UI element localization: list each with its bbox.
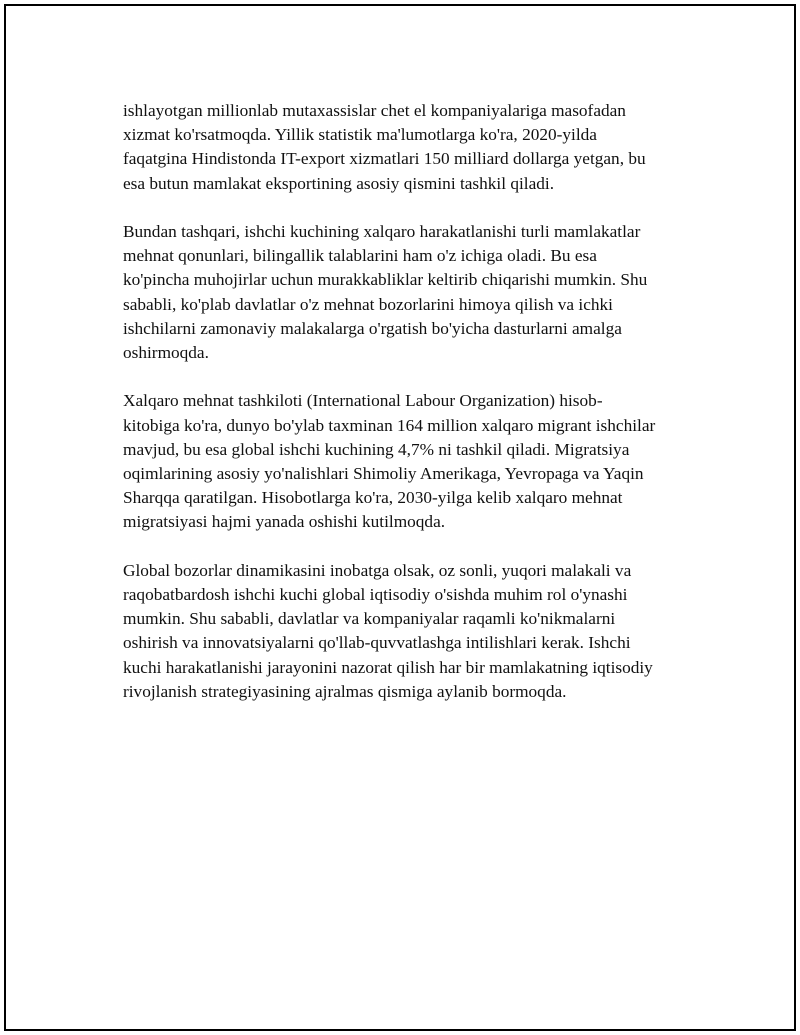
paragraph-2: Bundan tashqari, ishchi kuchining xalqaro harakatlanishi turli mamlakatlar mehnat qonunlari, bilingallik talablarini ham o'z ichiga oladi. Bu esa ko'pincha muhojirlar uchun murakkabliklar keltirib chiqarishi mumkin. Shu sababli, ko'plab davlatlar o'z mehnat bozorlarini himoya qilish va ichki ishchilarni zamonaviy malakalarga o'rgatish bo'yicha dasturlarni amalga oshirmoqda. [123,222,648,363]
paragraph-4: Global bozorlar dinamikasini inobatga olsak, oz sonli, yuqori malakali va raqobatbardosh ishchi kuchi global iqtisodiy o'sishda muhim rol o'ynashi mumkin. Shu sababli, davlatlar va kompaniyalar raqamli ko'nikmalarni oshirish va innovatsiyalarni qo'llab-quvvatlashga intilishlari kerak. Ishchi kuchi harakatlanishi jarayonini nazorat qilish har bir mamlakatning iqtisodiy rivojlanish strategiyasining ajralmas qismiga aylanib bormoqda. [123,560,653,701]
paragraph-3: Xalqaro mehnat tashkiloti (International Labour Organization) hisob- kitobiga ko'ra, dunyo bo'ylab taxminan 164 million xalqaro migrant ishchilar mavjud, bu esa global ishchi kuchining 4,7% ni tashkil qiladi. Migratsiya oqimlarining asosiy yo'nalishlari Shimoliy Amerikaga, Yevropaga va Yaqin Sharqqa qaratilgan. Hisobotlarga ko'ra, 2030-yilga kelib xalqaro mehnat migratsiyasi hajmi yanada oshishi kutilmoqda. [123,391,656,532]
paragraph-1: ishlayotgan millionlab mutaxassislar chet el kompaniyalariga masofadan xizmat ko'rsatmoqda. Yillik statistik ma'lumotlarga ko'ra, 2020-yilda faqatgina Hindistonda IT-export xizmatlari 150 milliard dollarga yetgan, bu esa butun mamlakat eksportining asosiy qismini tashkil qiladi. [123,101,646,193]
page-frame [4,4,796,1031]
document-body [123,99,713,728]
